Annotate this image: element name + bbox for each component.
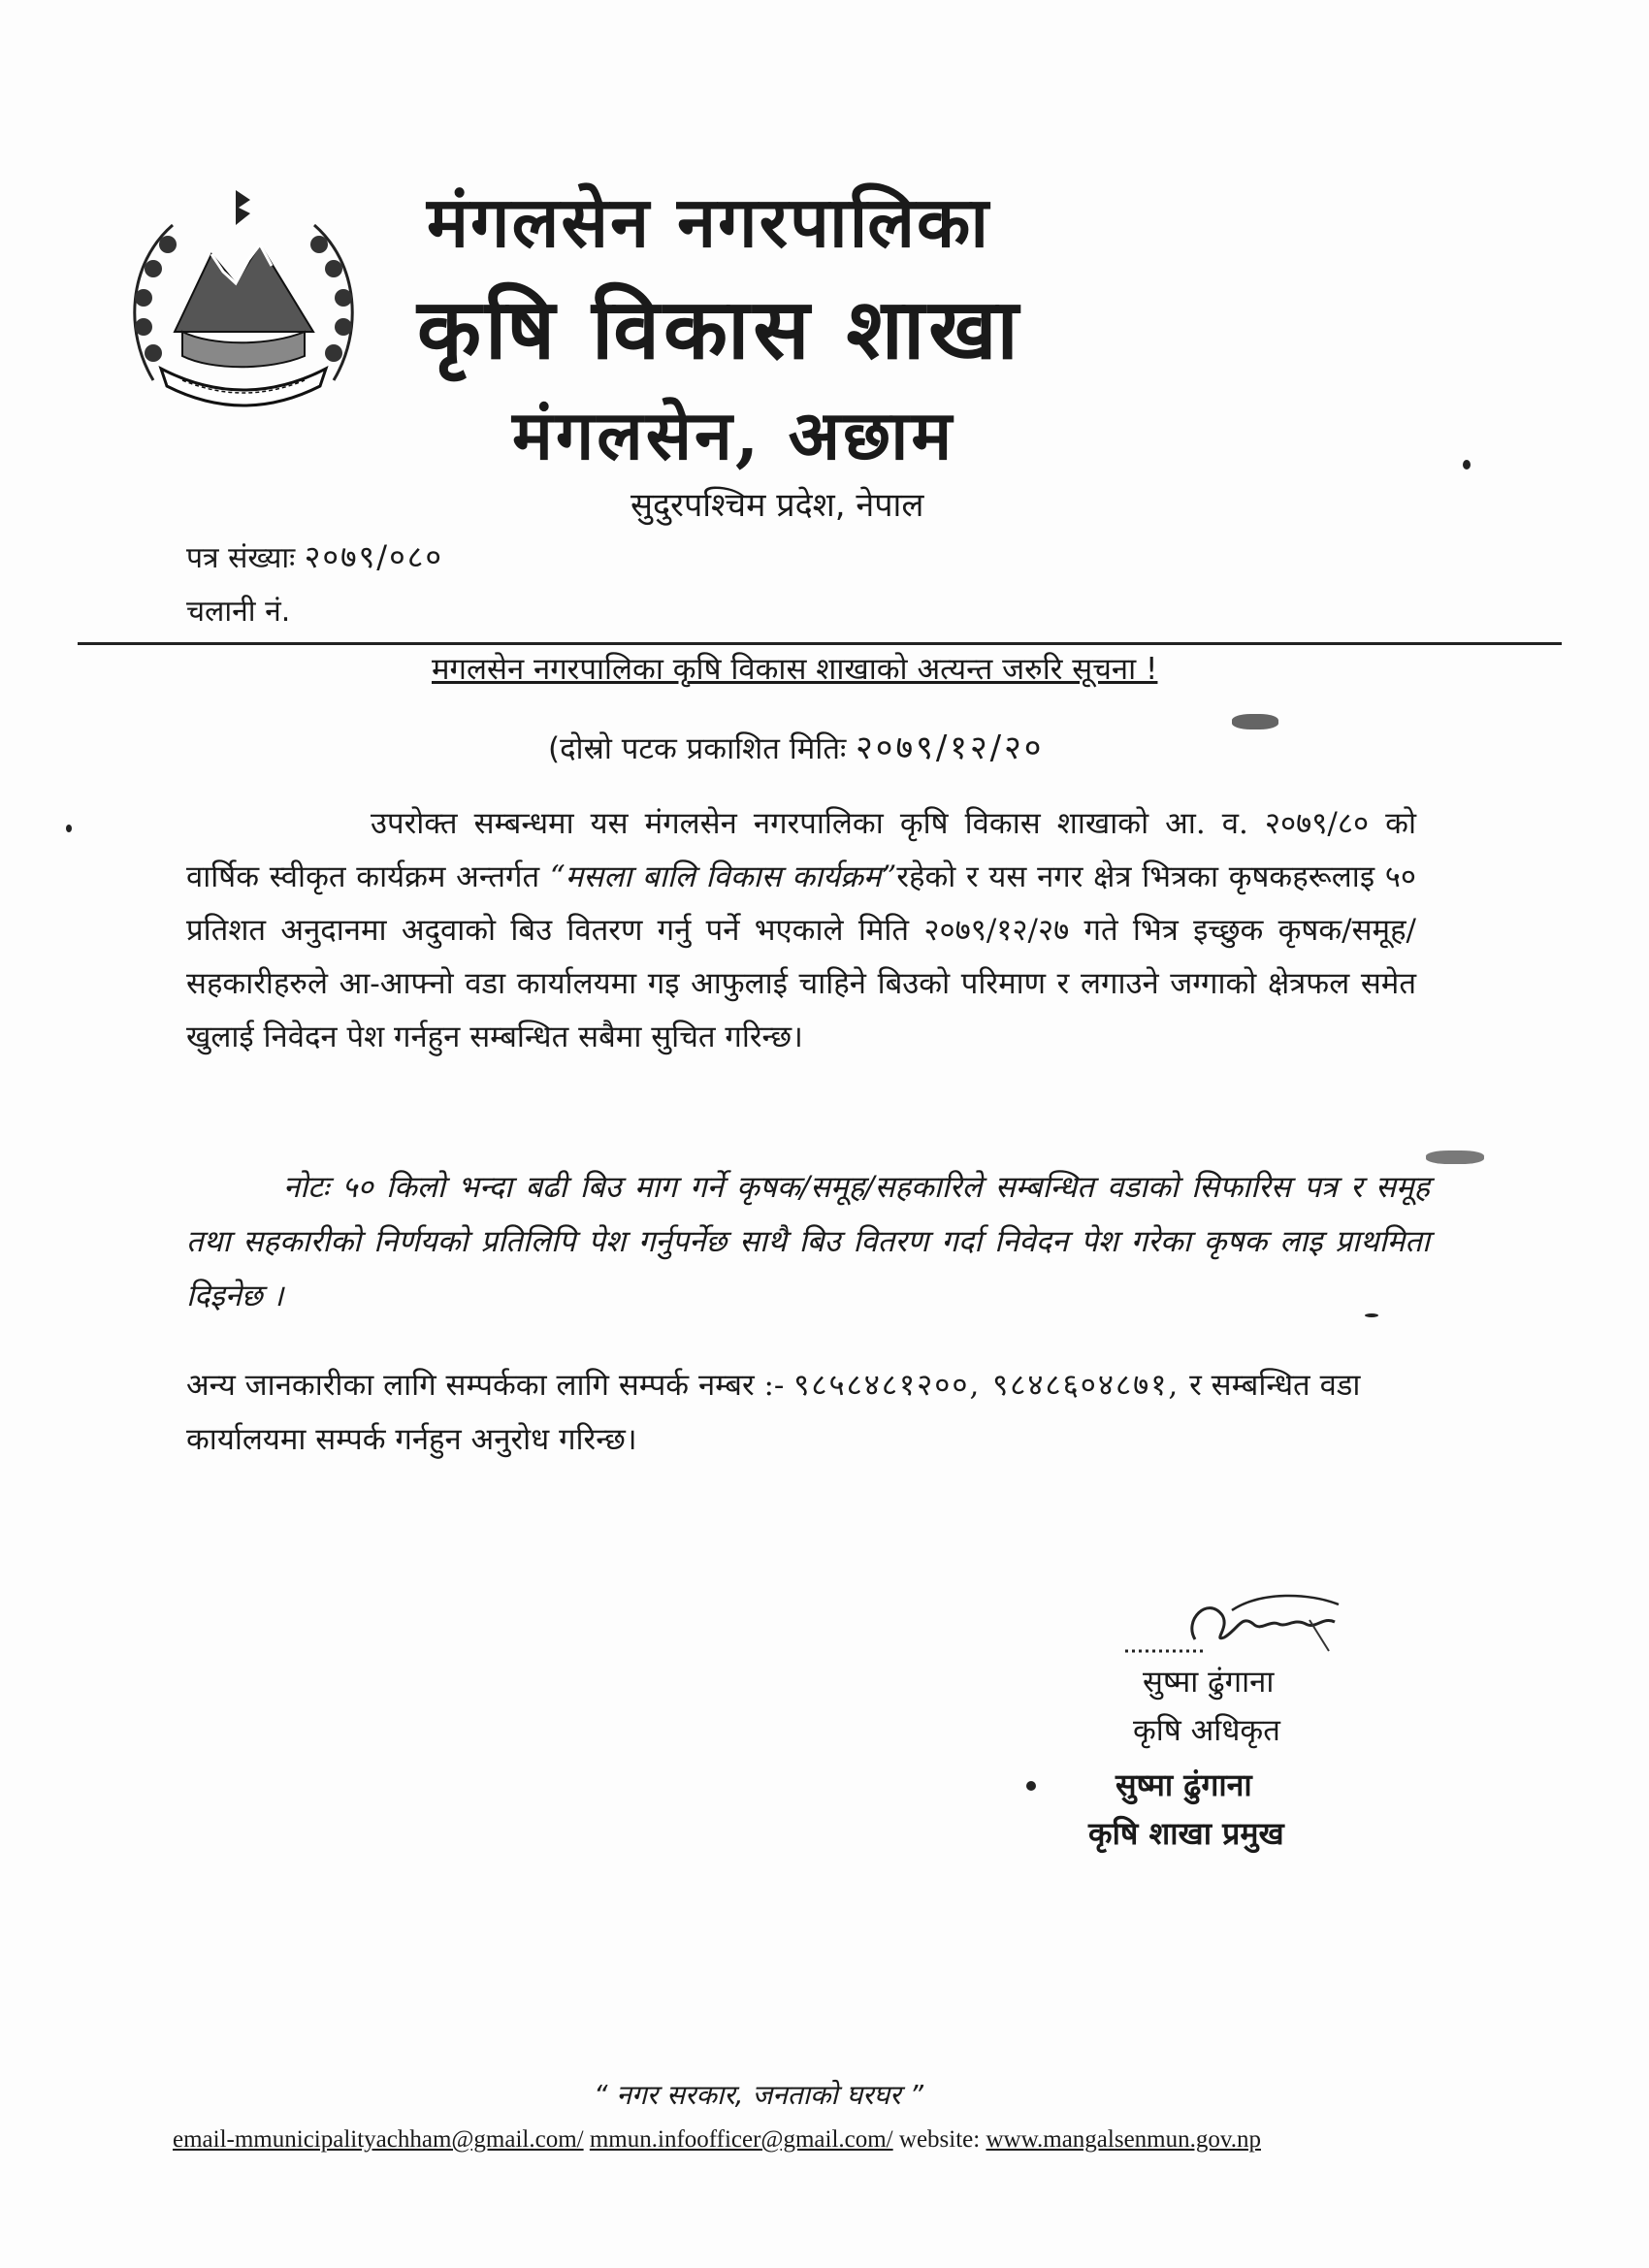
scan-speck [1232, 714, 1278, 729]
publish-date [548, 724, 1044, 768]
stamp-name: सुष्मा ढुंगाना [1116, 1766, 1252, 1803]
footer-email-1[interactable]: email-mmunicipalityachham@gmail.com/ [173, 2126, 584, 2153]
publish-date-label: (दोस्रो पटक प्रकाशित मितिः [548, 731, 847, 766]
scan-speck [1426, 1150, 1484, 1164]
notice-subject: मगलसेन नगरपालिका कृषि विकास शाखाको अत्यन्त जरुरि सूचना ! [432, 652, 1158, 687]
nepal-emblem-icon [114, 186, 372, 415]
location-name: मंगलसेन, अछाम [512, 395, 955, 475]
publish-date-value: २०७९/१२/२० [856, 729, 1045, 767]
letter-number-label: पत्र संख्याः [186, 541, 296, 575]
contact-label: अन्य जानकारीका लागि सम्पर्कका लागि सम्पर्क नम्बर :- [186, 1368, 785, 1403]
signatory-title: कृषि अधिकृत [1133, 1713, 1280, 1748]
footer-contact [173, 2126, 1261, 2154]
scan-speck [66, 825, 72, 832]
paragraph-text-b: रहेको र यस नगर क्षेत्र भित्रका कृषकहरूलाइ ५० प्रतिशत अनुदानमा अदुवाको बिउ वितरण गर्नु पर्ने भएकाले मिति २०७९/१२/२७ गते भित्र इच्छुक कृषक/समूह/सहकारीहरुले आ-आफ्नो वडा कार्यालयमा गइ आफुलाई चाहिने बिउको परिमाण र लगाउने जग्गाको क्षेत्रफल समेत खुलाई निवेदन पेश गर्नहुन सम्बन्धित सबैमा सुचित गरिन्छ। [186, 859, 1417, 1054]
notice-paragraph [186, 797, 1416, 1064]
footer-website-label: website: [898, 2126, 981, 2153]
footer-email-2[interactable]: mmun.infoofficer@gmail.com/ [589, 2126, 893, 2153]
branch-name: कृषि विकास शाखा [417, 280, 1022, 378]
scan-speck [1463, 460, 1471, 470]
contact-numbers: ९८५८४८१२००, ९८४८६०४८७१, [793, 1368, 1180, 1403]
municipality-name: मंगलसेन नगरपालिका [427, 180, 991, 263]
scan-speck [1365, 1313, 1378, 1317]
dispatch-number-label: चलानी नं. [186, 595, 291, 629]
province-name: सुदुरपश्चिम प्रदेश, नेपाल [630, 486, 924, 525]
paragraph-text-a: उपरोक्त सम्बन्धमा यस मंगलसेन नगरपालिका कृषि विकास शाखाको आ. व. २०७९/८० को वार्षिक स्वीकृत कार्यक्रम अन्तर्गत [186, 806, 1416, 894]
contact-tail: र सम्बन्धित वडा कार्यालयमा सम्पर्क गर्नहुन अनुरोध गरिन्छ। [186, 1368, 1361, 1457]
notice-note: नोटः ५० किलो भन्दा बढी बिउ माग गर्ने कृषक/समूह/सहकारिले सम्बन्धित वडाको सिफारिस पत्र र समूह तथा सहकारीको निर्णयको प्रतिलिपि पेश गर्नुपर्नेछ साथै बिउ वितरण गर्दा निवेदन पेश गरेका कृषक लाइ प्राथमिता दिइनेछ । [186, 1170, 1430, 1313]
contact-paragraph [186, 1358, 1428, 1467]
footer-website-link[interactable]: www.mangalsenmun.gov.np [986, 2126, 1261, 2153]
stamp-title: कृषि शाखा प्रमुख [1088, 1815, 1284, 1852]
handwritten-signature [1116, 1581, 1358, 1659]
program-name: “मसला बालि विकास कार्यक्रम” [549, 859, 897, 894]
header-divider [78, 642, 1562, 645]
signatory-name: सुष्मा ढुंगाना [1143, 1665, 1275, 1700]
letter-number-value: २०७९/०८० [304, 538, 444, 575]
letter-number [186, 535, 443, 577]
scan-speck [1026, 1781, 1036, 1791]
footer-slogan: “ नगर सरकार, जनताको घरघर ” [594, 2079, 924, 2111]
